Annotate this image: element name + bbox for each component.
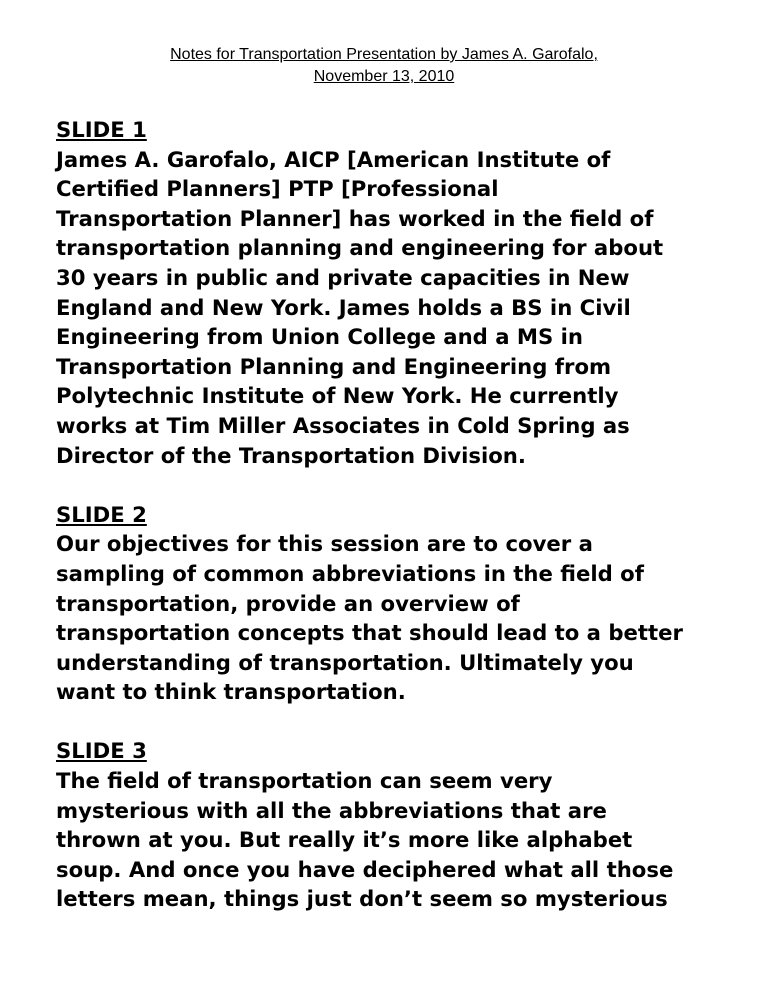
slide-1-line: transportation planning and engineering for about bbox=[56, 235, 664, 261]
slide-1-line: Certified Planners] PTP [Professional bbox=[56, 176, 499, 202]
header-title-line: Notes for Transportation Presentation by James A. Garofalo, bbox=[170, 46, 598, 63]
slide-2-line: Our objectives for this session are to cover a bbox=[56, 531, 593, 557]
slide-1-line: Director of the Transportation Division. bbox=[56, 442, 526, 468]
slide-3-line: soup. And once you have deciphered what all those bbox=[56, 856, 674, 882]
slide-2-line: transportation concepts that should lead to a better bbox=[56, 620, 683, 646]
slide-1-line: Engineering from Union College and a MS in bbox=[56, 324, 583, 350]
slide-2-section bbox=[56, 500, 716, 707]
slide-3-line: mysterious with all the abbreviations that are bbox=[56, 797, 607, 823]
slide-2-line: understanding of transportation. Ultimately you bbox=[56, 649, 634, 675]
slide-3-line: thrown at you. But really it’s more like alphabet bbox=[56, 827, 633, 853]
slide-1-heading: SLIDE 1 bbox=[56, 117, 147, 142]
slide-1-section bbox=[56, 115, 716, 470]
slide-3-line: The field of transportation can seem very bbox=[56, 768, 553, 794]
slide-3-line: letters mean, things just don’t seem so mysterious bbox=[56, 886, 668, 912]
document-body bbox=[56, 115, 716, 914]
slide-1-line: Transportation Planning and Engineering from bbox=[56, 353, 612, 379]
slide-2-line: want to think transportation. bbox=[56, 679, 406, 705]
document-header bbox=[60, 44, 708, 88]
slide-1-line: James A. Garofalo, AICP [American Institute of bbox=[56, 146, 611, 172]
slide-3-heading: SLIDE 3 bbox=[56, 738, 147, 764]
slide-2-line: sampling of common abbreviations in the field of bbox=[56, 560, 644, 586]
slide-2-line: transportation, provide an overview of bbox=[56, 590, 520, 616]
slide-1-line: Polytechnic Institute of New York. He currently bbox=[56, 383, 619, 409]
slide-3-section bbox=[56, 736, 716, 914]
slide-1-line: Transportation Planner] has worked in the field of bbox=[56, 205, 654, 231]
header-date-line: November 13, 2010 bbox=[313, 68, 455, 85]
slide-2-heading: SLIDE 2 bbox=[56, 501, 147, 527]
slide-1-line: England and New York. James holds a BS in Civil bbox=[56, 294, 631, 320]
slide-1-line: 30 years in public and private capacities in New bbox=[56, 264, 630, 290]
slide-1-line: works at Tim Miller Associates in Cold Spring as bbox=[56, 412, 630, 438]
